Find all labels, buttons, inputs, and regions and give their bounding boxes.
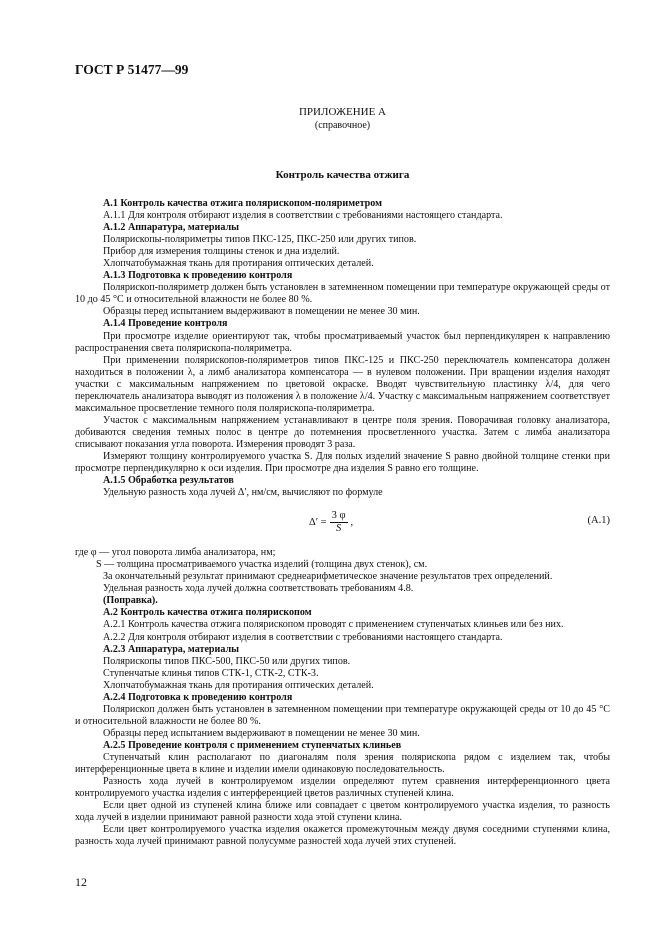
paragraph: Полярископы типов ПКС-500, ПКС-50 или других типов. [103,655,351,667]
formula-fraction [330,510,348,535]
section-heading: А.1.4 Проведение контроля [103,318,228,330]
section-heading: А.2 Контроль качества отжига полярископом [103,607,312,619]
paragraph: Образцы перед испытанием выдерживают в помещении не менее 30 мин. [103,727,420,739]
formula-expression [309,507,353,537]
paragraph: Полярископ должен быть установлен в затемненном помещении при температуре окружающей среды от 10 до 45 °С и относительной влажности не более 80 %. [75,703,610,727]
page-number: 12 [75,875,87,889]
paragraph: Разность хода лучей в контролируемом изделии определяют путем сравнения интерференционного цвета контролируемого участка изделия с интерференцией цветов различных ступеней клина. [75,776,610,800]
standard-header: ГОСТ Р 51477—99 [75,62,189,77]
paragraph: Ступенчатый клин располагают по диагоналям поля зрения полярископа рядом с изделием так, чтобы интерференционные цвета в клине и изделии имели одинаковую последовательность. [75,751,610,776]
appendix-note: (справочное) [314,120,371,131]
paragraph: где φ — угол поворота лимба анализатора, нм; [75,547,276,559]
section-heading: А.1 Контроль качества отжига полярископом-поляриметром [103,198,383,209]
paragraph: Ступенчатые клинья типов СТК-1, СТК-2, СТК-3. [103,667,319,679]
formula-denominator: S [335,522,342,534]
section-heading: А.1.2 Аппаратура, материалы [103,222,240,234]
paragraph: При применении полярископов-поляриметров типов ПКС-125 и ПКС-250 переключатель компенсатора должен находиться в положении λ, а лимб анализатора компенсатора — в нулевом положении. При вращении изделия находят участки с максимальным напряжением по цветовой окраске. Вводят чувствительную пластинку λ/4, для чего переключатель анализатора выводят из положения λ в положение λ/4. Участку с максимальным напряжением соответствует максимальное просветление темного поля полярископа-поляриметра. [75,354,610,414]
section-heading: А.2.4 Подготовка к проведению контроля [103,691,293,703]
formula-lhs: Δ′ = [309,516,327,528]
document-body [75,198,610,848]
paragraph: Хлопчатобумажная ткань для протирания оптических деталей. [103,258,374,270]
section-heading: (Поправка). [103,595,158,607]
section-heading: А.2.3 Аппаратура, материалы [103,643,240,655]
appendix-heading [75,106,610,132]
paragraph: Хлопчатобумажная ткань для протирания оптических деталей. [103,679,374,691]
appendix-title: ПРИЛОЖЕНИЕ А [298,106,386,118]
document-page [75,62,610,848]
paragraph: При просмотре изделие ориентируют так, чтобы просматриваемый участок был перпендикулярен к направлению распространения света полярископа-поляриметра. [75,330,610,354]
section-heading: А.2.5 Проведение контроля с применением ступенчатых клиньев [103,739,402,751]
formula-number: (А.1) [587,515,610,527]
paragraph: Прибор для измерения толщины стенок и дна изделий. [103,246,340,258]
paragraph: А.1.1 Для контроля отбирают изделия в соответствии с требованиями настоящего стандарта. [103,210,503,222]
paragraph: Если цвет контролируемого участка изделия окажется промежуточным между двумя соседними ступенями клина, разность хода лучей принимают равной полусумме разностей хода лучей этих ступеней. [75,824,610,848]
section-heading: А.1.5 Обработка результатов [103,475,234,487]
paragraph: А.2.1 Контроль качества отжига полярископом проводят с применением ступенчатых клиньев или без них. [103,619,564,631]
paragraph: Удельную разность хода лучей Δ′, нм/см, вычисляют по формуле [103,487,383,499]
formula-numerator: 3 φ [331,509,346,521]
paragraph: S — толщина просматриваемого участка изделий (толщина двух стенок), см. [96,559,428,571]
paragraph: А.2.2 Для контроля отбирают изделия в соответствии с требованиями настоящего стандарта. [103,631,503,643]
paragraph: Образцы перед испытанием выдерживают в помещении не менее 30 мин. [103,306,420,318]
paragraph: За окончательный результат принимают среднеарифметическое значение результатов трех определений. [103,571,553,583]
paragraph: Если цвет одной из ступеней клина ближе или совпадает с цветом контролируемого участка изделия, то разность хода лучей в изделии принимают равной разности хода этой ступени клина. [75,800,610,824]
section-heading: А.1.3 Подготовка к проведению контроля [103,270,293,282]
paragraph: Полярископ-поляриметр должен быть установлен в затемненном помещении при температуре окружающей среды от 10 до 45 °С и относительной влажности не более 80 %. [75,282,610,306]
formula-trail: , [350,516,354,528]
paragraph: Измеряют толщину контролируемого участка S. Для полых изделий значение S равно двойной толщине стенки при просмотре перпендикулярно к оси изделия. При просмотре дна изделия S равно его толщине. [75,450,610,475]
formula-a1 [75,507,610,541]
document-title: Контроль качества отжига [275,169,410,181]
paragraph: Удельная разность хода лучей должна соответствовать требованиям 4.8. [103,583,414,595]
paragraph: Полярископы-поляриметры типов ПКС-125, ПКС-250 или других типов. [103,234,417,246]
paragraph: Участок с максимальным напряжением устанавливают в центре поля зрения. Поворачивая головку анализатора, добиваются сведения темных полос в центре до потемнения просветленного участка. Затем с лимба анализатора списывают показания угла поворота. Измерения проводят 3 раза. [75,414,610,450]
